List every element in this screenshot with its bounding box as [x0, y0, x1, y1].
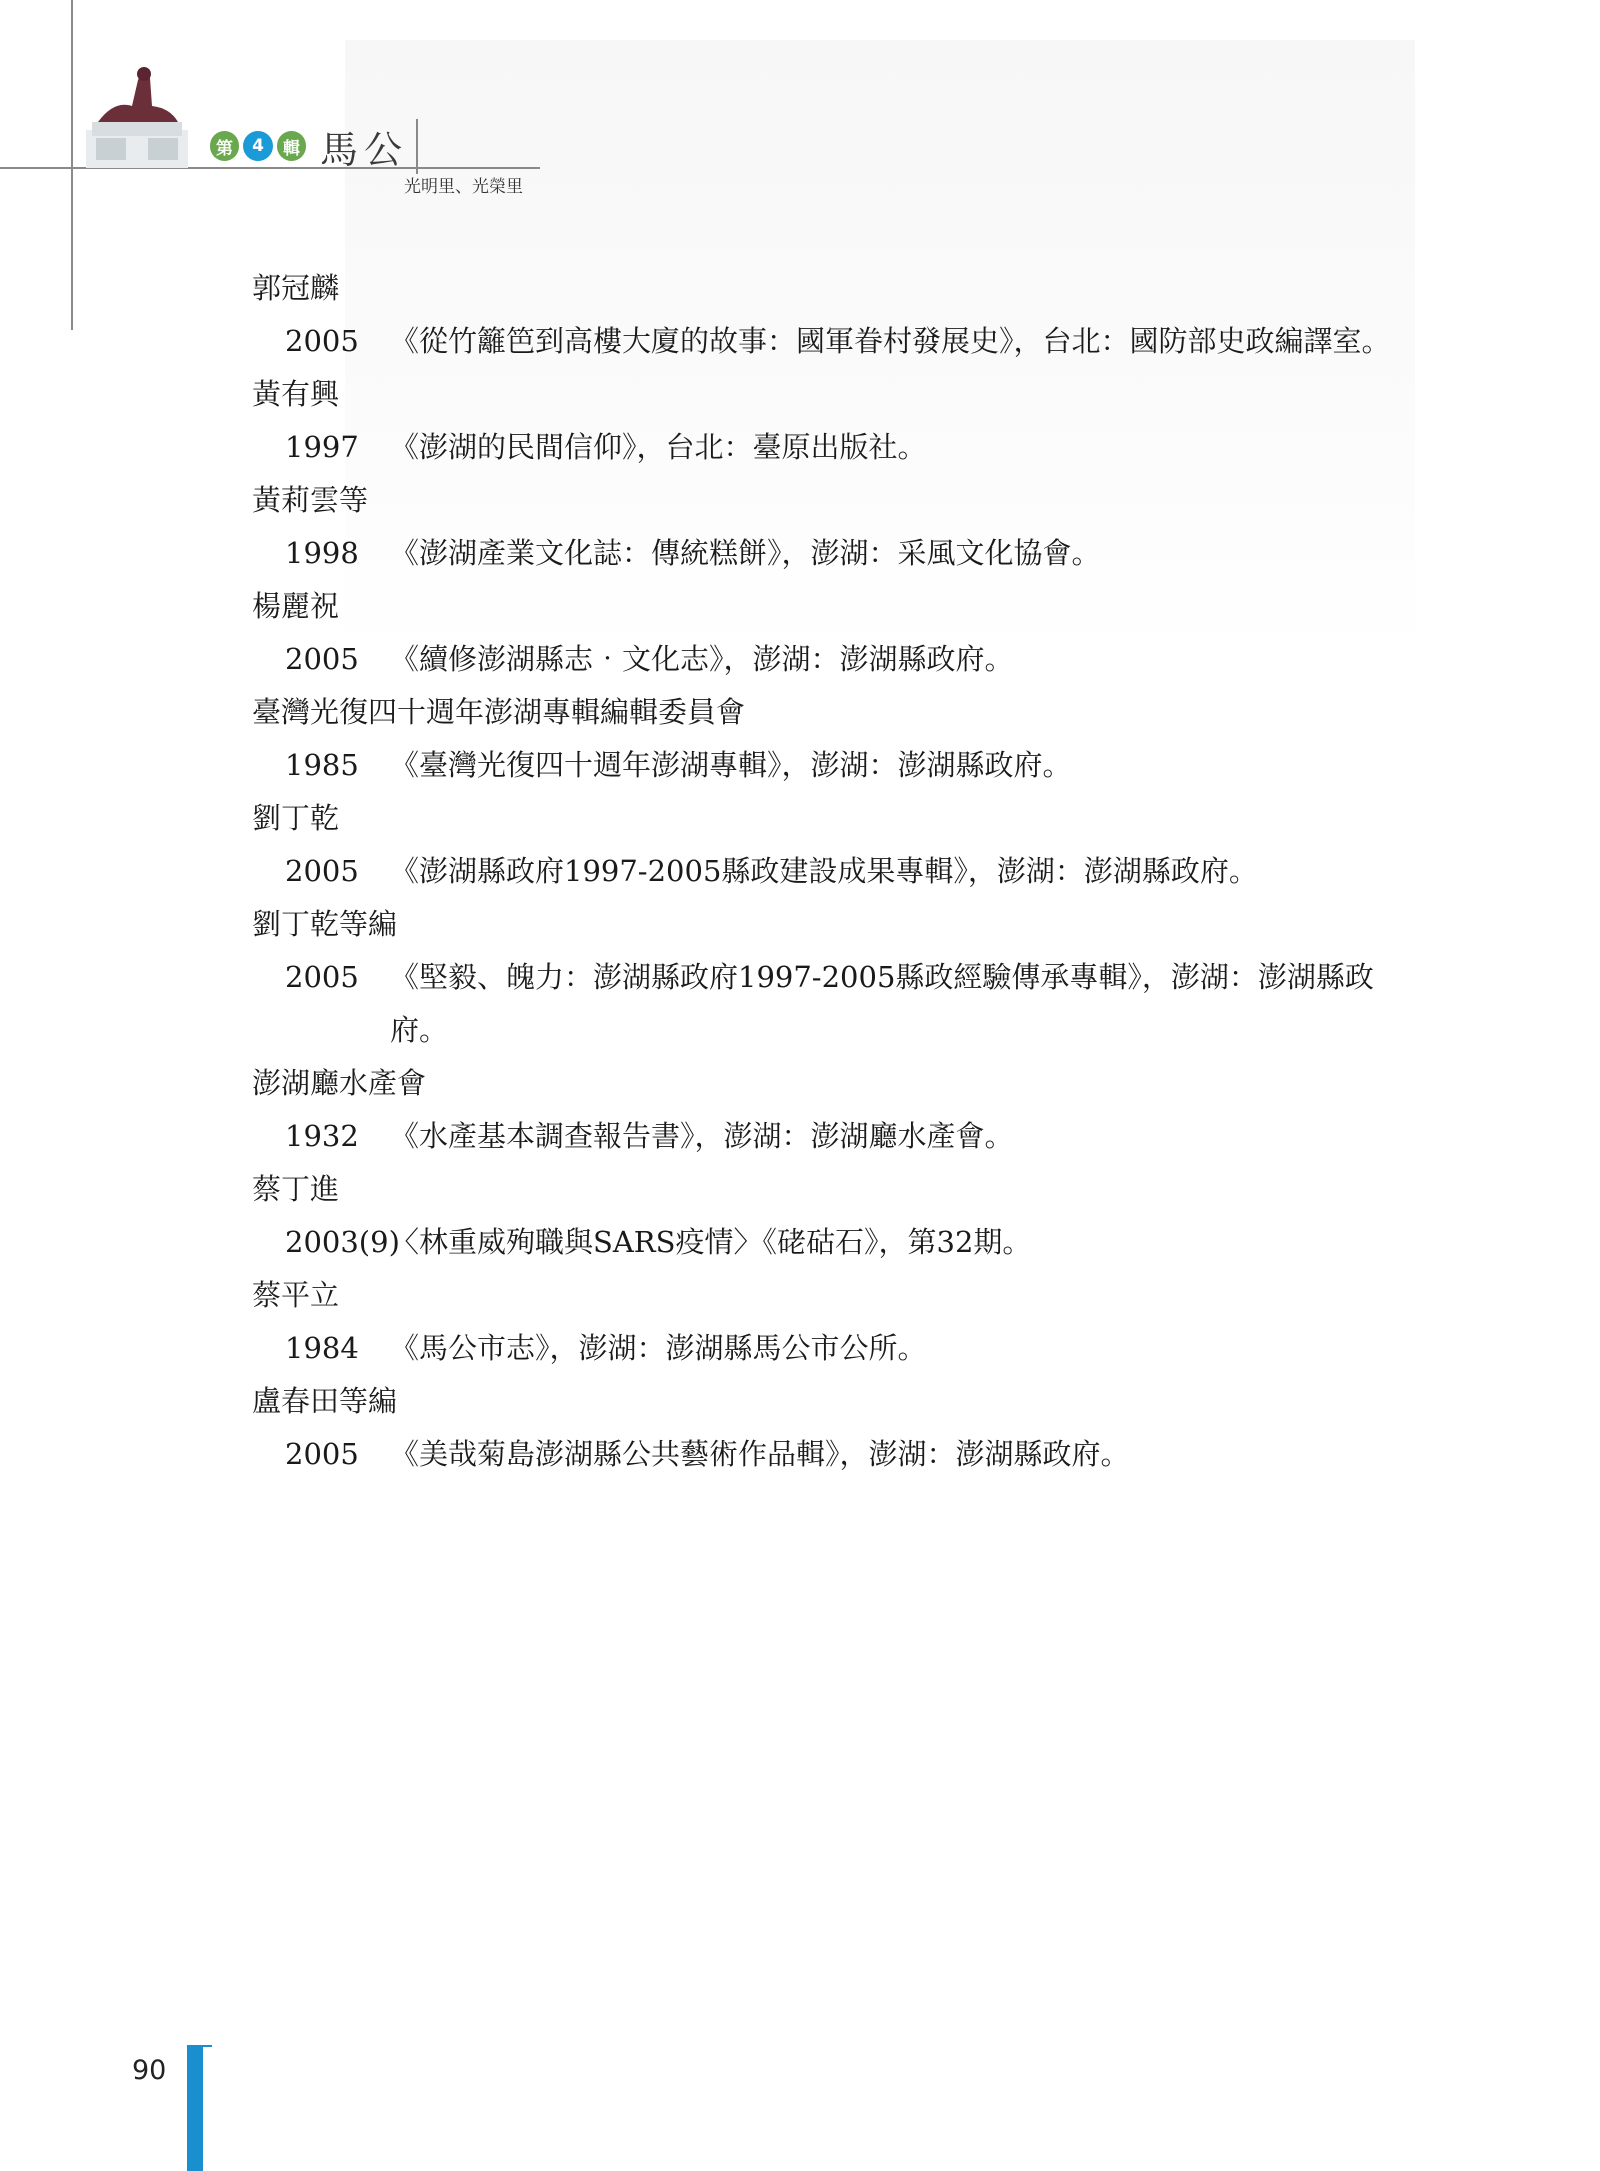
page-number: 90: [132, 2055, 167, 2086]
chapter-number: 4: [243, 131, 273, 161]
bib-text: 《澎湖的民間信仰》，台北：臺原出版社。: [390, 430, 927, 464]
bib-author: 黃有興: [252, 377, 340, 411]
bib-year: 2005: [285, 324, 359, 358]
bib-text: 《美哉菊島澎湖縣公共藝術作品輯》，澎湖：澎湖縣政府。: [390, 1437, 1130, 1471]
bib-text: 《臺灣光復四十週年澎湖專輯》，澎湖：澎湖縣政府。: [390, 748, 1072, 782]
header-rule: [0, 167, 540, 169]
bib-entry: [252, 792, 1412, 898]
bib-item: [252, 527, 1412, 580]
margin-rule: [71, 0, 73, 330]
bib-year: 2005: [285, 1437, 359, 1471]
bib-year: 2003(9): [285, 1225, 400, 1259]
chapter-heading: [210, 127, 418, 172]
bib-entry: [252, 1057, 1412, 1163]
bib-author: 劉丁乾: [252, 801, 340, 835]
bib-year: 2005: [285, 854, 359, 888]
bib-year: 2005: [285, 960, 359, 994]
bib-item: [252, 633, 1412, 686]
chapter-title: 馬公: [320, 119, 418, 174]
footer-accent-bar: [187, 2045, 203, 2171]
bib-year: 1985: [285, 748, 359, 782]
bib-item: [252, 315, 1412, 368]
bib-author: 蔡丁進: [252, 1172, 340, 1206]
bib-author: 黃莉雲等: [252, 483, 369, 517]
footer-accent-rule: [187, 2045, 212, 2047]
bib-text: 《從竹籬笆到高樓大廈的故事：國軍眷村發展史》，台北：國防部史政編譯室。: [390, 324, 1391, 358]
bib-item: [252, 739, 1412, 792]
bib-year: 1984: [285, 1331, 359, 1365]
bib-text: 《澎湖縣政府1997-2005縣政建設成果專輯》，澎湖：澎湖縣政府。: [390, 854, 1258, 888]
bib-year: 1998: [285, 536, 359, 570]
bib-entry: [252, 580, 1412, 686]
bib-text: 《水產基本調查報告書》，澎湖：澎湖廳水產會。: [390, 1119, 1014, 1153]
bib-item: [252, 845, 1412, 898]
bib-author: 劉丁乾等編: [252, 907, 398, 941]
chapter-suffix: 輯: [277, 131, 306, 161]
bib-entry: [252, 1269, 1412, 1375]
bib-entry: [252, 898, 1412, 1057]
bib-entry: [252, 1163, 1412, 1269]
bib-item: [252, 1216, 1412, 1269]
bib-entry: [252, 1375, 1412, 1481]
bib-entry: [252, 474, 1412, 580]
bib-text: 《澎湖產業文化誌：傳統糕餅》，澎湖：采風文化協會。: [390, 536, 1101, 570]
bib-entry: [252, 262, 1412, 368]
bib-author: 郭冠麟: [252, 271, 340, 305]
chapter-subtitle: 光明里、光榮里: [404, 177, 523, 197]
chapter-prefix: 第: [210, 131, 239, 161]
statue-image: [86, 60, 188, 168]
bib-item: [252, 951, 1412, 1057]
bib-item: [252, 1428, 1412, 1481]
bib-item: [252, 1110, 1412, 1163]
bib-text: 《馬公市志》，澎湖：澎湖縣馬公市公所。: [390, 1331, 927, 1365]
bib-item: [252, 421, 1412, 474]
bib-author: 蔡平立: [252, 1278, 340, 1312]
bib-text: 《續修澎湖縣志‧文化志》，澎湖：澎湖縣政府。: [390, 642, 1014, 676]
bib-year: 1932: [285, 1119, 359, 1153]
bib-text: 《堅毅、魄力：澎湖縣政府1997-2005縣政經驗傳承專輯》，澎湖：澎湖縣政府。: [390, 960, 1374, 1047]
bib-text: 〈林重威殉職與SARS疫情〉《硓𥑮石》，第32期。: [390, 1225, 1032, 1259]
bib-author: 臺灣光復四十週年澎湖專輯編輯委員會: [252, 695, 746, 729]
bib-author: 澎湖廳水產會: [252, 1066, 427, 1100]
bib-entry: [252, 368, 1412, 474]
bib-year: 1997: [285, 430, 359, 464]
bib-entry: [252, 686, 1412, 792]
bib-author: 楊麗祝: [252, 589, 340, 623]
bib-author: 盧春田等編: [252, 1384, 398, 1418]
bibliography: [252, 262, 1412, 1481]
bib-item: [252, 1322, 1412, 1375]
bib-year: 2005: [285, 642, 359, 676]
